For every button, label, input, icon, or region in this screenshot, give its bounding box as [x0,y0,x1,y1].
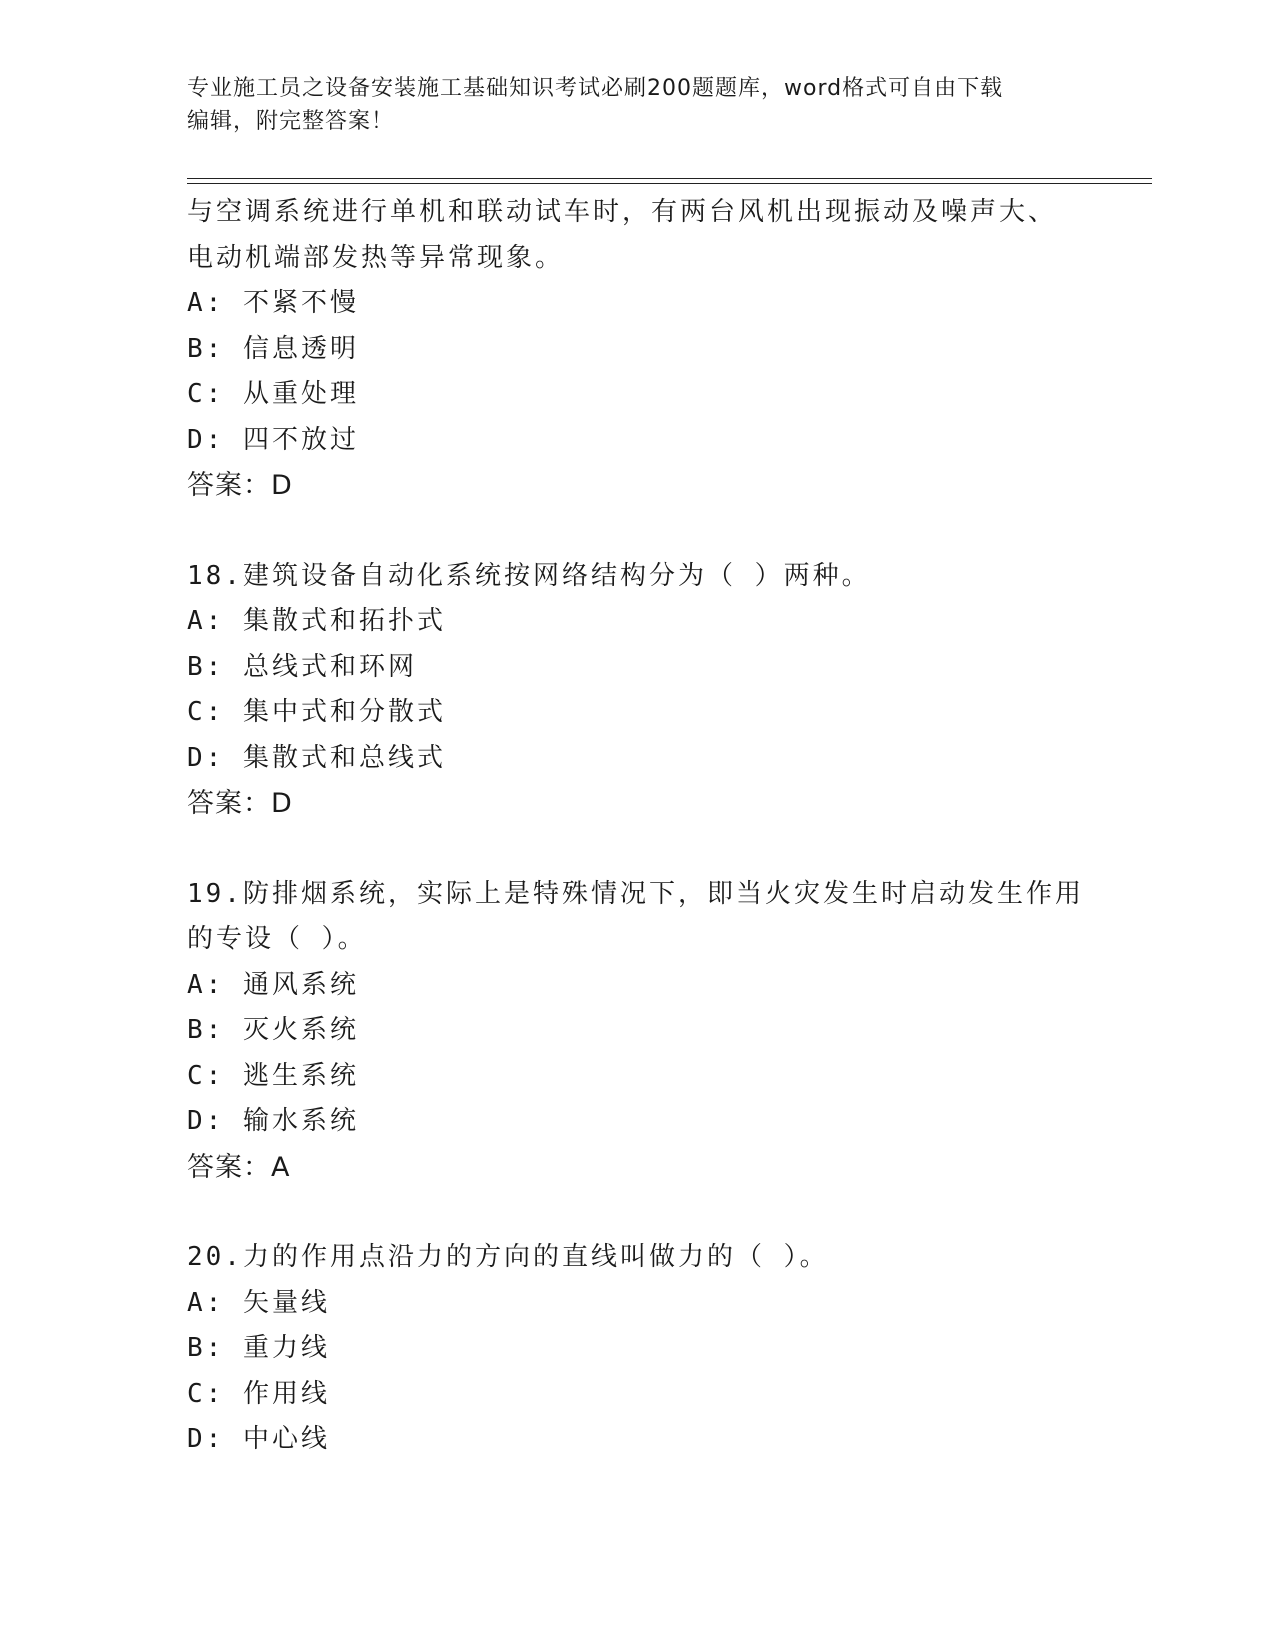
option-a: A: 矢量线 [187,1287,330,1318]
option-c: C: 逃生系统 [187,1060,359,1091]
option-d: D: 输水系统 [187,1106,359,1136]
option-d: D: 集散式和总线式 [187,742,446,773]
question-18 [187,554,1087,827]
header-line-2: 编辑，附完整答案！ [187,109,395,134]
option-b: B: 信息透明 [187,333,359,364]
option-c: C: 从重处理 [187,379,359,409]
option-d: D: 中心线 [187,1424,330,1454]
question-text: 20.力的作用点沿力的方向的直线叫做力的（ ）。 [187,1242,829,1272]
option-c: C: 集中式和分散式 [187,697,446,727]
header-divider-top [187,178,1152,179]
option-b: B: 总线式和环网 [187,651,417,682]
question-17 [187,190,1087,509]
question-19 [187,872,1087,1191]
header-divider-bottom [187,183,1152,184]
option-a: A: 通风系统 [187,969,359,1000]
option-b: B: 灭火系统 [187,1015,359,1045]
header-line-1: 专业施工员之设备安装施工基础知识考试必刷200题题库，word格式可自由下载 [187,76,1004,101]
answer: 答案：A [187,1151,291,1183]
question-list [187,190,1087,1463]
question-text: 电动机端部发热等异常现象。 [187,242,565,273]
answer: 答案：D [187,788,293,819]
option-a: A: 不紧不慢 [187,288,359,318]
answer: 答案：D [187,470,293,501]
option-d: D: 四不放过 [187,424,359,455]
document-header [187,72,1067,138]
question-text: 与空调系统进行单机和联动试车时，有两台风机出现振动及噪声大、 [187,197,1058,227]
option-b: B: 重力线 [187,1333,330,1363]
option-c: C: 作用线 [187,1378,330,1409]
option-a: A: 集散式和拓扑式 [187,606,446,636]
question-20 [187,1235,1087,1463]
question-text: 19.防排烟系统，实际上是特殊情况下，即当火灾发生时启动发生作用 [187,878,1084,909]
question-text: 18.建筑设备自动化系统按网络结构分为（ ）两种。 [187,560,871,591]
question-text: 的专设（ ）。 [187,924,367,954]
